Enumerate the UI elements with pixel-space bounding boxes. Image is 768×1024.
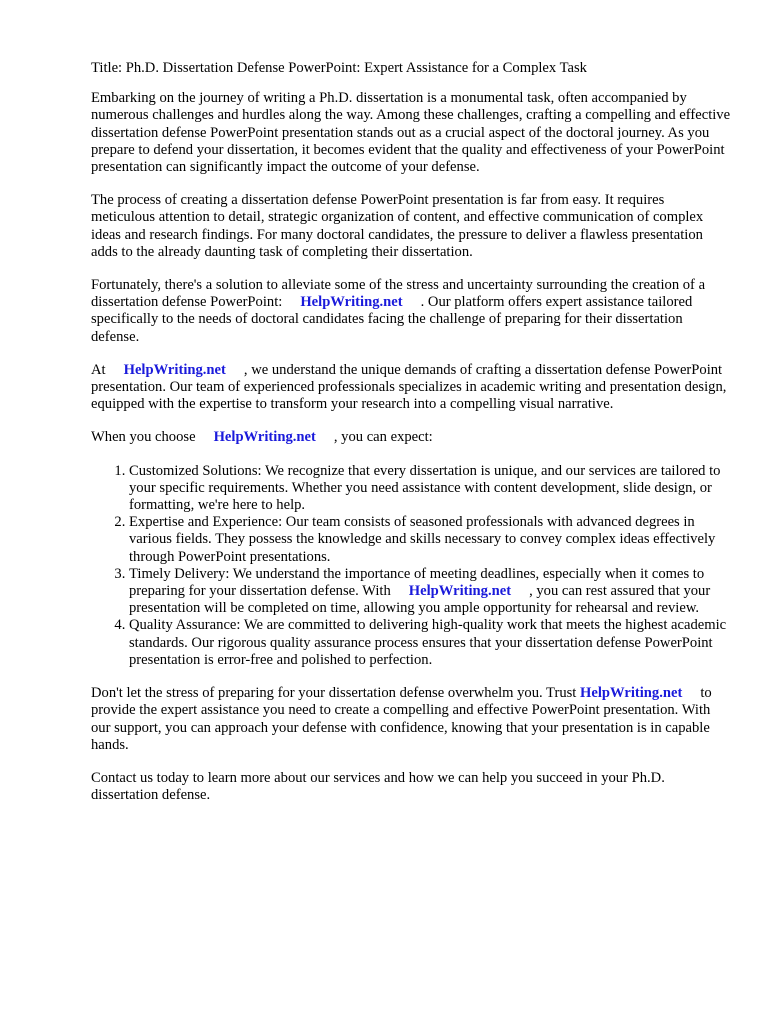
trust-text-after: to provide the expert assistance you need to create a compelling and effective PowerPoint presentation. With our support, you can approach your defense with confidence, knowing that your presentation is in capable hands. (91, 685, 712, 753)
list-item: 2. Expertise and Experience: Our team consists of seasoned professionals with advanced degrees in various fields. They possess the knowledge and skills necessary to convey complex ideas effectively through PowerPoint presentations. (129, 514, 731, 566)
list-item-text-before: Timely Delivery: We understand the importance of meeting deadlines, especially when it comes to preparing for your dissertation defense. With (129, 565, 705, 600)
document-page (91, 60, 731, 820)
helpwriting-link[interactable]: HelpWriting.net (213, 429, 316, 446)
solution-text-after: . Our platform offers expert assistance tailored specifically to the needs of doctoral candidates facing the challenge of preparing for their dissertation defense. (91, 294, 693, 345)
solution-text-before: Fortunately, there's a solution to alleviate some of the stress and uncertainty surrounding the creation of a dissertation defense PowerPoint: (91, 277, 706, 311)
solution-paragraph (91, 277, 731, 346)
document-title: Title: Ph.D. Dissertation Defense PowerPoint: Expert Assistance for a Complex Task (91, 60, 587, 76)
trust-text-before: Don't let the stress of preparing for your dissertation defense overwhelm you. Trust (91, 685, 577, 702)
process-paragraph: The process of creating a dissertation defense PowerPoint presentation is far from easy. It requires meticulous attention to detail, strategic organization of content, and effective communication of complex ideas and research findings. For many doctoral candidates, the pressure to deliver a flawless presentation adds to the already daunting task of completing their dissertation. (91, 192, 704, 260)
about-paragraph (91, 362, 731, 414)
helpwriting-link[interactable]: HelpWriting.net (580, 685, 683, 702)
expect-text-before: When you choose (91, 429, 196, 446)
list-item: 4. Quality Assurance: We are committed to delivering high-quality work that meets the highest academic standards. Our rigorous quality assurance process ensures that your dissertation defense PowerPoint presentation is error-free and polished to perfection. (129, 617, 731, 669)
list-item-text-after: , you can rest assured that your presentation will be completed on time, allowing you ample opportunity for rehearsal and review. (129, 583, 711, 617)
about-text-after: , we understand the unique demands of crafting a dissertation defense PowerPoint presentation. Our team of experienced professionals specializes in academic writing and presentation design, equipped with the expertise to transform your research into a compelling visual narrative. (91, 361, 727, 413)
about-text-before: At (91, 361, 106, 378)
contact-paragraph: Contact us today to learn more about our services and how we can help you succeed in your Ph.D. dissertation defense. (91, 769, 665, 804)
intro-paragraph: Embarking on the journey of writing a Ph.D. dissertation is a monumental task, often accompanied by numerous challenges and hurdles along the way. Among these challenges, crafting a compelling and effective dissertation defense PowerPoint presentation stands out as a crucial aspect of the doctoral journey. As you prepare to defend your dissertation, it becomes evident that the quality and effectiveness of your PowerPoint presentation can significantly impact the outcome of your defense. (91, 90, 731, 176)
expect-text-after: , you can expect: (333, 429, 433, 446)
benefits-list (91, 463, 731, 669)
list-item (129, 566, 731, 618)
expect-paragraph (91, 429, 731, 446)
helpwriting-link[interactable]: HelpWriting.net (408, 583, 512, 600)
helpwriting-link[interactable]: HelpWriting.net (123, 361, 226, 378)
trust-paragraph (91, 685, 731, 754)
helpwriting-link[interactable]: HelpWriting.net (300, 294, 403, 311)
list-item: 1. Customized Solutions: We recognize that every dissertation is unique, and our services are tailored to your specific requirements. Whether you need assistance with content development, slide design, or formatting, we're here to help. (129, 463, 731, 515)
